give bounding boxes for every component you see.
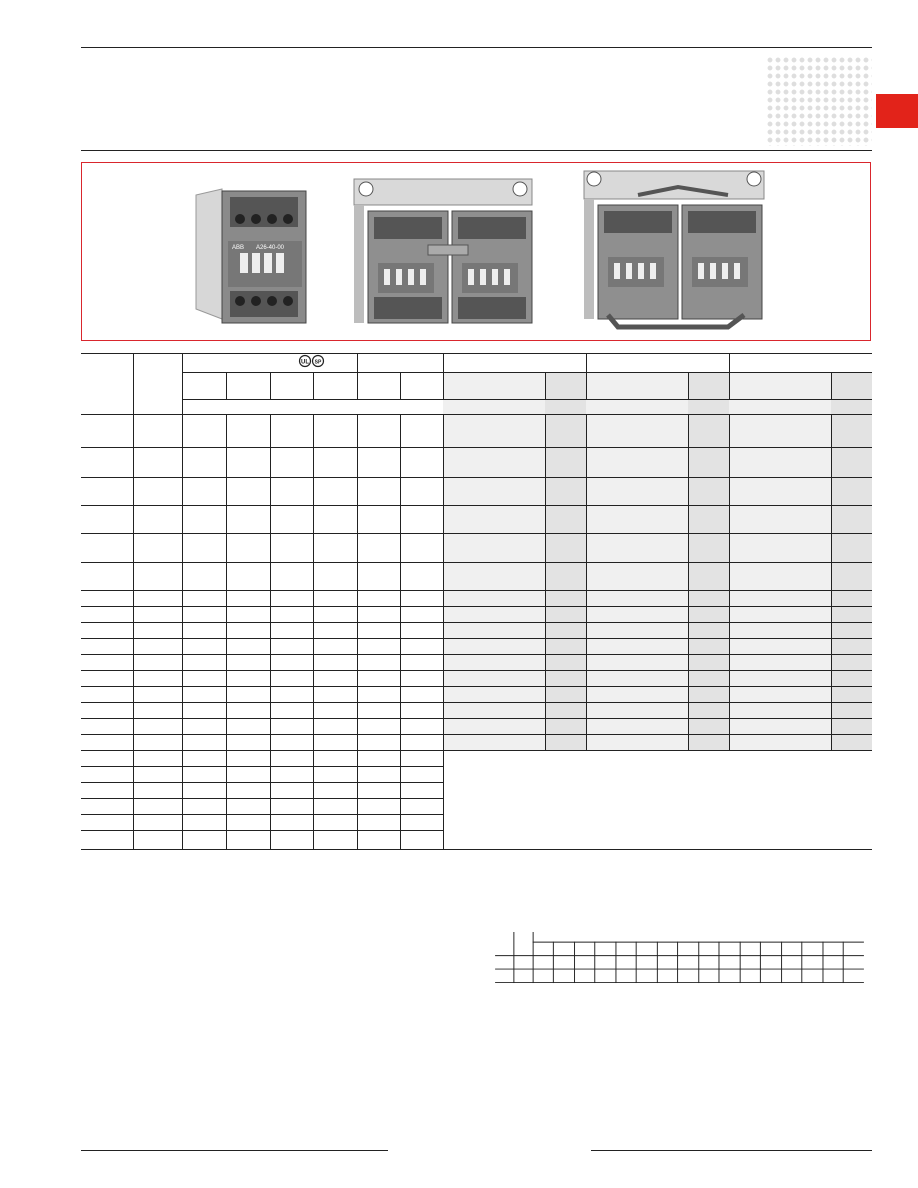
contactor-photo [190, 181, 315, 331]
ul-csa-mark-icon [300, 356, 324, 367]
product-photo-frame [81, 162, 871, 341]
svg-text:SP: SP [314, 359, 322, 366]
footer-left-rule [81, 1150, 388, 1151]
footer-right-rule [591, 1150, 872, 1151]
decorative-dot-pattern [766, 56, 872, 146]
accessory-table [488, 932, 871, 984]
reversing-contactor-photo [348, 175, 538, 335]
svg-text:UL: UL [301, 359, 309, 366]
rating-selection-table [81, 353, 872, 850]
photo-brand-text: ABB [232, 245, 245, 251]
reversing-contactor-interlock-photo [578, 165, 778, 335]
section-tab [876, 94, 918, 128]
header-bottom-rule [81, 150, 872, 151]
photo-model-text: A26-40-00 [256, 245, 285, 251]
shaded-columns [443, 372, 872, 750]
top-rule [81, 47, 872, 48]
